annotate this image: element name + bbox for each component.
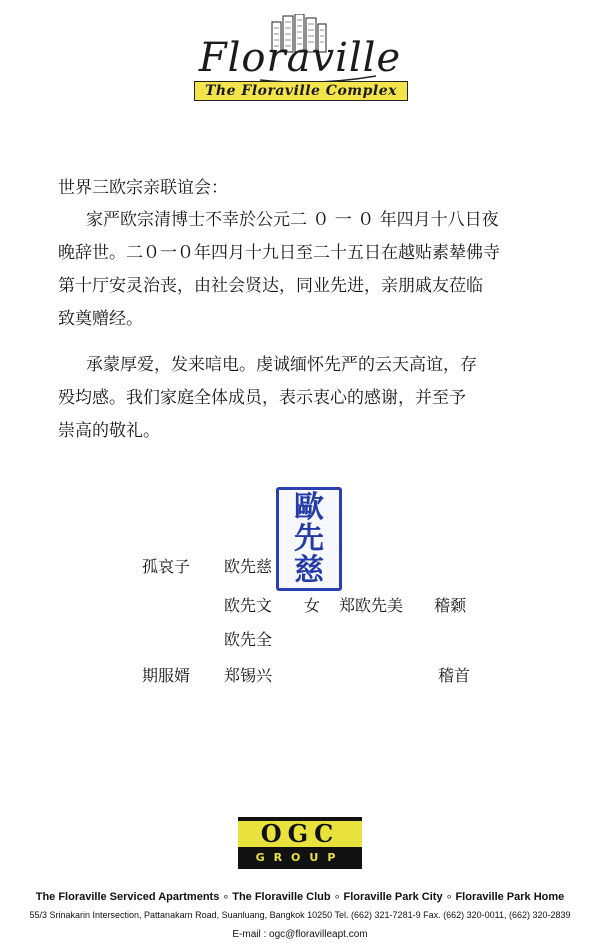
role-label-daughter: 女: [304, 596, 321, 615]
paragraph2-line: 承蒙厚爱，发来唁电。虔诚缅怀先严的云天高谊，存: [86, 355, 477, 375]
signatory-name: 郑锡兴: [224, 666, 273, 685]
seal-character: 先: [294, 521, 324, 556]
ogc-logo-group-text: GROUP: [255, 851, 345, 864]
bullet-icon: ∘: [222, 891, 230, 903]
bullet-icon: ∘: [333, 891, 341, 903]
paragraph1-line: 致奠赠经。: [58, 309, 143, 329]
salutation: 世界三欧宗亲联谊会：: [58, 178, 228, 198]
signatory-name: 欧先文: [224, 596, 273, 615]
role-label-son-in-law: 期服婿: [142, 666, 191, 685]
paragraph1-line: 家严欧宗清博士不幸於公元二 ０ 一 ０ 年四月十八日夜: [86, 210, 499, 230]
seal-character: 歐: [294, 490, 324, 525]
seal-character: 慈: [294, 553, 324, 588]
footer-email: E-mail : ogc@floravilleapt.com: [232, 929, 368, 940]
ogc-logo-text: OGC: [260, 819, 340, 848]
paragraph1-line: 第十厅安灵治丧，由社会贤达，同业先进，亲朋戚友莅临: [58, 276, 483, 296]
role-label-sons: 孤哀子: [142, 557, 191, 576]
signatory-name: 郑欧先美: [339, 596, 404, 615]
property-name: Floraville Park City: [343, 891, 443, 903]
name-seal-stamp: [276, 487, 342, 591]
closing-salutation: 稽颡: [434, 596, 467, 615]
footer-address: 55/3 Srinakarin Intersection, Pattanakarn Road, Suanluang, Bangkok 10250 Tel. (662) 321-7281-9 Fax. (662) 320-0011, (662) 320-2839: [29, 910, 571, 920]
bullet-icon: ∘: [445, 891, 453, 903]
paragraph2-line: 崇高的敬礼。: [58, 421, 160, 441]
property-name: The Floraville Club: [232, 891, 331, 903]
paragraph2-line: 殁均感。我们家庭全体成员，表示衷心的感谢，并至予: [58, 388, 466, 408]
footer-properties: [0, 890, 600, 903]
floraville-wordmark: Floraville: [198, 35, 402, 81]
signatory-name: 欧先全: [224, 630, 273, 649]
closing-salutation: 稽首: [438, 666, 471, 685]
property-name: Floraville Park Home: [455, 891, 565, 903]
property-name: The Floraville Serviced Apartments: [35, 891, 220, 903]
paragraph1-line: 晚辞世。二０一０年四月十九日至二十五日在越贴素辇佛寺: [58, 243, 500, 263]
signatory-name: 欧先慈: [224, 557, 273, 576]
tagline-text: The Floraville Complex: [205, 83, 397, 99]
